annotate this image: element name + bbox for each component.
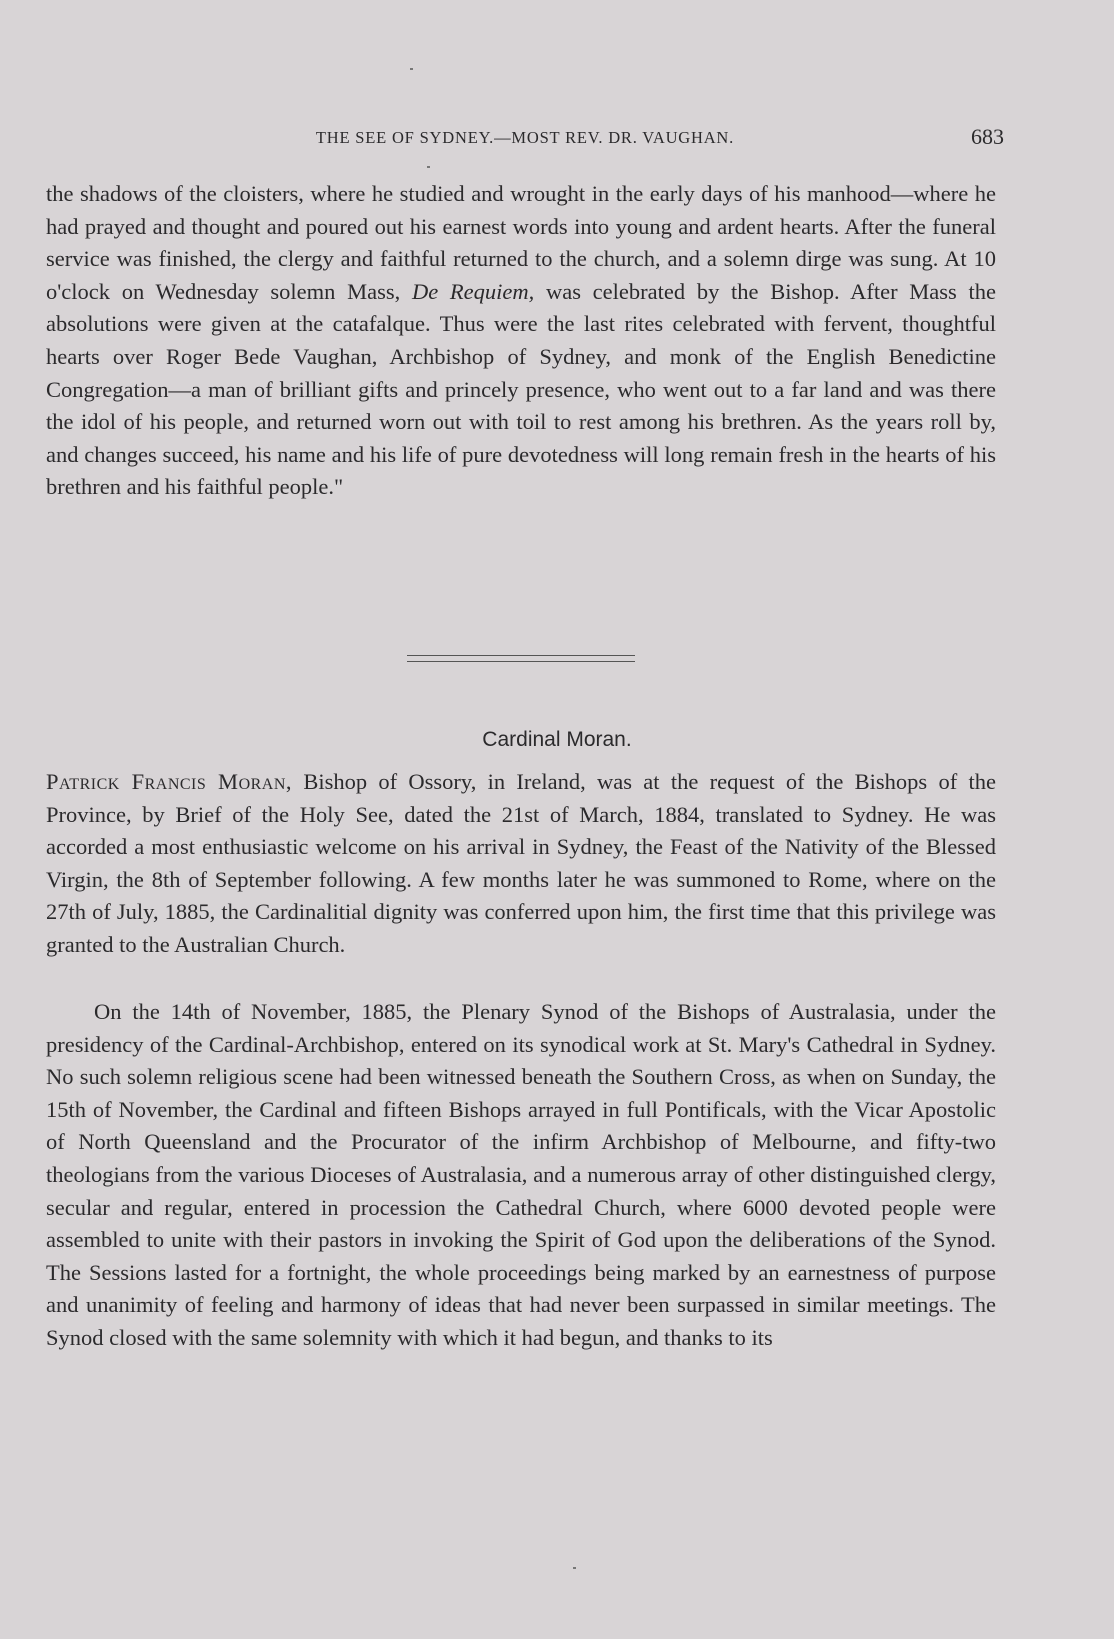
lead-name: Patrick Francis Moran, — [46, 769, 293, 794]
quote-paragraph — [46, 178, 996, 504]
paper-speck — [573, 1567, 576, 1569]
section-divider-rule — [407, 655, 635, 662]
quote-text-end: was celebrated by the Bishop. After Mass the absolutions were given at the catafalque. Thus were the last rites celebrated with fervent, thoughtful hearts over Roger Bede Vaughan, Archbishop of Sydney, and monk of the English Benedictine Congregation—a man of brilliant gifts and princely presence, who went out to a far land and was there the idol of his people, and returned worn out with toil to rest among his brethren. As the years roll by, and changes succeed, his name and his life of pure devotedness will long remain fresh in the hearts of his brethren and his faithful people." — [46, 278, 996, 500]
quote-text-start: the shadows of the cloisters, where he studied and wrought in the early days of his manhood—where he had prayed and thought and poured out his earnest words into young and ardent hearts. After the funeral service was finished, the clergy and faithful returned to the church, and a solemn dirge was sung. At 10 o'clock on Wednesday solemn Mass, — [46, 181, 996, 304]
running-head — [46, 124, 1004, 154]
paper-speck — [410, 68, 413, 70]
moran-paragraph-1 — [46, 766, 996, 962]
page-number: 683 — [971, 124, 1004, 149]
moran-paragraph-1-text: Bishop of Ossory, in Ireland, was at the request of the Bishops of the Province, by Brief of the Holy See, dated the 21st of March, 1884, translated to Sydney. He was accorded a most enthusiastic welcome on his arrival in Sydney, the Feast of the Nativity of the Blessed Virgin, the 8th of September following. A few months later he was summoned to Rome, where on the 27th of July, 1885, the Cardinalitial dignity was conferred upon him, the first time that this privilege was granted to the Australian Church. — [46, 769, 996, 957]
moran-paragraph-2: On the 14th of November, 1885, the Plenary Synod of the Bishops of Australasia, under the presidency of the Cardinal-Archbishop, entered on its synodical work at St. Mary's Cathedral in Sydney. No such solemn religious scene had been witnessed beneath the Southern Cross, as when on Sunday, the 15th of November, the Cardinal and fifteen Bishops arrayed in full Pontificals, with the Vicar Apostolic of North Queensland and the Procurator of the infirm Archbishop of Melbourne, and fifty-two theologians from the various Dioceses of Australasia, and a numerous array of other distinguished clergy, secular and regular, entered in procession the Cathedral Church, where 6000 devoted people were assembled to unite with their pastors in invoking the Spirit of God upon the deliberations of the Synod. The Sessions lasted for a fortnight, the whole proceedings being marked by an earnestness of purpose and unanimity of feeling and harmony of ideas that had never been surpassed in similar meetings. The Synod closed with the same solemnity with which it had begun, and thanks to its — [46, 999, 996, 1350]
running-title: THE SEE OF SYDNEY.—MOST REV. DR. VAUGHAN. — [315, 128, 735, 147]
section-heading: Cardinal Moran. — [482, 728, 632, 751]
paper-speck — [427, 166, 430, 168]
italic-phrase: De Requiem, — [411, 278, 535, 304]
